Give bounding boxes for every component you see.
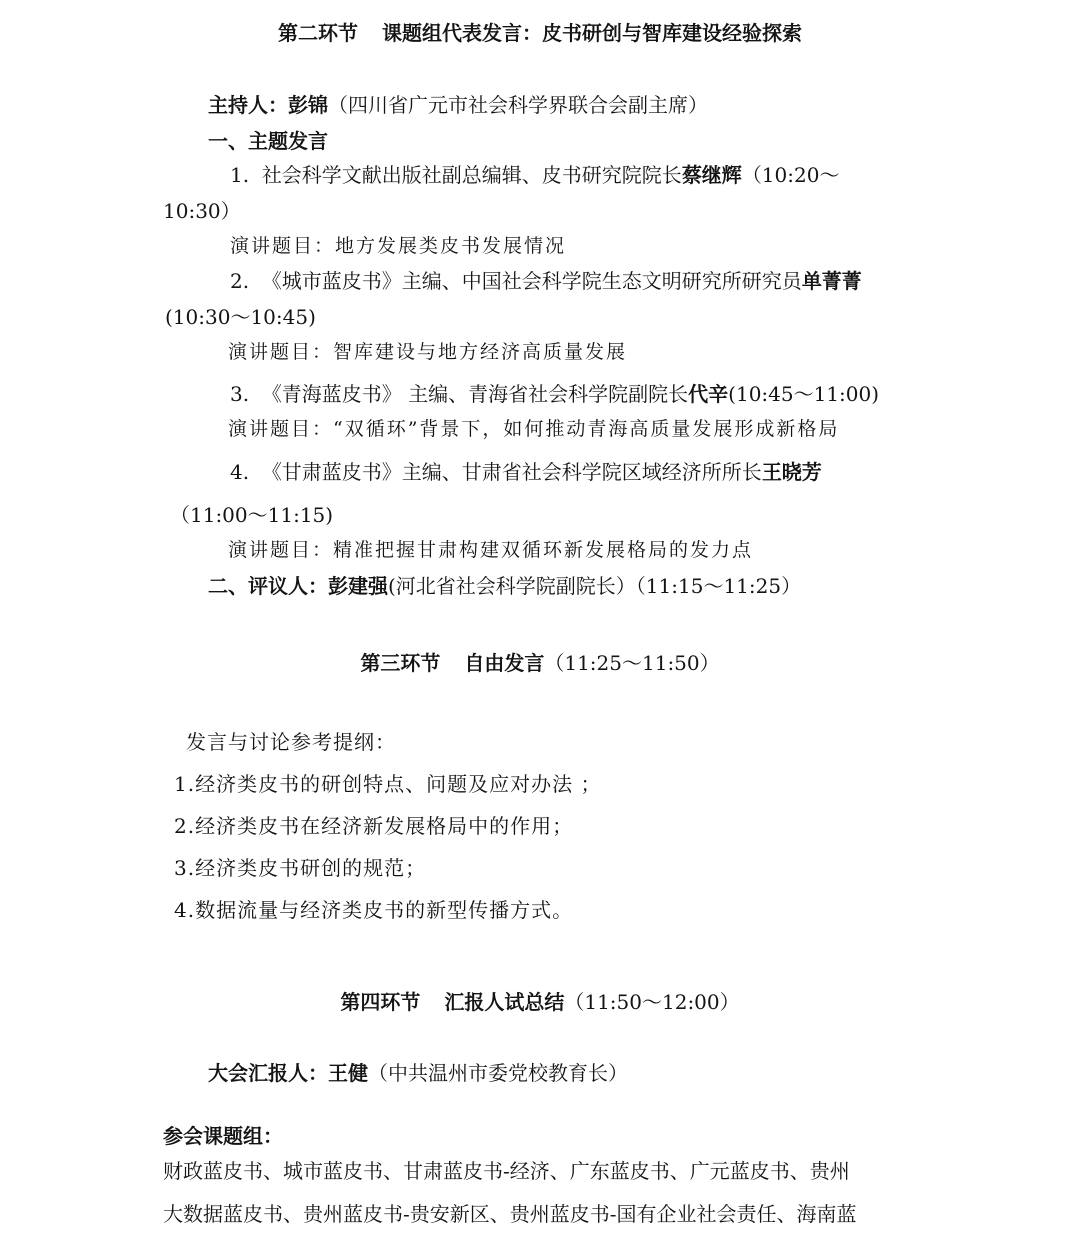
outline-item-1: 1.经济类皮书的研创特点、问题及应对办法 ； bbox=[174, 772, 602, 796]
speaker-3-topic: 演讲题目：“双循环”背景下，如何推动青海高质量发展形成新格局 bbox=[228, 418, 840, 440]
session4-title: 第四环节 汇报人试总结（11:50～12:00） bbox=[340, 990, 740, 1014]
session2-title: 第二环节 课题组代表发言：皮书研创与智库建设经验探索 bbox=[278, 21, 802, 45]
speaker-4-time: （11:00～11:15) bbox=[170, 503, 334, 527]
speaker-2-line: 2. 《城市蓝皮书》主编、中国社会科学院生态文明研究所研究员单菁菁 bbox=[230, 269, 862, 293]
groups-line-1: 财政蓝皮书、城市蓝皮书、甘肃蓝皮书-经济、广东蓝皮书、广元蓝皮书、贵州 bbox=[163, 1159, 850, 1183]
reporter-line: 大会汇报人：王健（中共温州市委党校教育长） bbox=[208, 1061, 628, 1085]
speaker-1-topic: 演讲题目：地方发展类皮书发展情况 bbox=[230, 235, 567, 257]
groups-heading: 参会课题组： bbox=[163, 1124, 283, 1148]
commentator-line: 二、评议人：彭建强(河北省社会科学院副院长）（11:15～11:25） bbox=[208, 574, 802, 598]
speaker-1-line: 1. 社会科学文献出版社副总编辑、皮书研究院院长蔡继辉（10:20～ bbox=[230, 163, 840, 187]
outline-item-2: 2.经济类皮书在经济新发展格局中的作用； bbox=[174, 814, 574, 838]
speaker-3-line: 3. 《青海蓝皮书》 主编、青海省社会科学院副院长代辛(10:45～11:00) bbox=[230, 382, 880, 406]
part1-heading: 一、主题发言 bbox=[208, 129, 328, 153]
speaker-4-topic: 演讲题目：精准把握甘肃构建双循环新发展格局的发力点 bbox=[228, 539, 754, 561]
speaker-2-topic: 演讲题目：智库建设与地方经济高质量发展 bbox=[228, 341, 628, 363]
groups-line-2: 大数据蓝皮书、贵州蓝皮书-贵安新区、贵州蓝皮书-国有企业社会责任、海南蓝 bbox=[163, 1202, 857, 1226]
host-line: 主持人：彭锦（四川省广元市社会科学界联合会副主席） bbox=[208, 93, 708, 117]
speaker-1-time: 10:30） bbox=[163, 199, 241, 223]
outline-heading: 发言与讨论参考提纲： bbox=[186, 730, 396, 754]
speaker-4-line: 4. 《甘肃蓝皮书》主编、甘肃省社会科学院区域经济所所长王晓芳 bbox=[230, 460, 822, 484]
outline-item-4: 4.数据流量与经济类皮书的新型传播方式。 bbox=[174, 898, 574, 922]
outline-item-3: 3.经济类皮书研创的规范； bbox=[174, 856, 427, 880]
speaker-2-time: (10:30～10:45) bbox=[165, 305, 316, 329]
session3-title: 第三环节 自由发言（11:25～11:50） bbox=[360, 651, 720, 675]
